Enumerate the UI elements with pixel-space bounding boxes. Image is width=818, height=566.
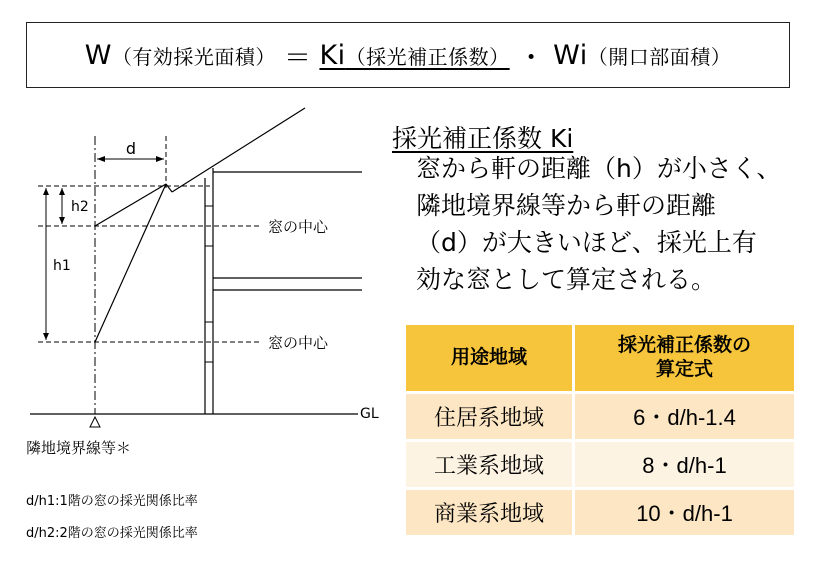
d-arrow-left	[97, 156, 105, 162]
formula-equals: ＝	[283, 42, 312, 74]
d-arrow-right	[156, 156, 164, 162]
light-line-upper	[95, 184, 166, 226]
h1-label: h1	[53, 258, 71, 274]
ki-description-line: 隣地境界線等から軒の距離	[416, 191, 717, 220]
formula-dot: ・	[517, 42, 546, 74]
header-zone: 用途地域	[406, 325, 575, 391]
formula-banner	[26, 22, 790, 88]
d-label: d	[125, 139, 137, 158]
table-row	[406, 442, 794, 487]
table-row	[406, 490, 794, 535]
ki-description-line: 窓から軒の距離（h）が小さく、	[416, 154, 782, 183]
ki-description-line: （d）が大きいほど、採光上有	[416, 228, 757, 257]
formula-ki: Ki	[319, 39, 346, 71]
formula-cell: 10・d/h-1	[575, 490, 794, 535]
table-header-row	[406, 325, 794, 391]
gl-label: GL	[360, 406, 379, 422]
coefficient-table	[406, 322, 794, 538]
boundary-label: 隣地境界線等＊	[26, 439, 132, 457]
zone-cell: 工業系地域	[406, 442, 575, 487]
ki-title: 採光補正係数 Ki	[392, 124, 574, 153]
formula-w: W	[84, 39, 112, 71]
h2-arrow-top	[59, 188, 65, 195]
zone-cell: 商業系地域	[406, 490, 575, 535]
formula-wi: Wi	[553, 39, 588, 71]
h1-arrow-top	[43, 188, 49, 195]
boundary-marker-icon	[90, 417, 100, 427]
header-formula-line-1: 採光補正係数の	[617, 335, 751, 356]
table-row	[406, 394, 794, 439]
roof-upper-line	[172, 108, 305, 192]
h2-arrow-bottom	[59, 217, 65, 224]
formula-wi-description: （開口部面積）	[587, 44, 732, 69]
note-first-floor-ratio: d/h1:1階の窓の採光関係比率	[26, 494, 198, 509]
upper-window-center-label: 窓の中心	[268, 218, 329, 236]
light-line-lower	[95, 184, 166, 342]
h1-arrow-bottom	[43, 333, 49, 340]
formula-cell: 8・d/h-1	[575, 442, 794, 487]
ki-description-line: 効な窓として算定される。	[416, 265, 717, 294]
formula-cell: 6・d/h-1.4	[575, 394, 794, 439]
header-formula	[575, 325, 794, 391]
header-formula-line-2: 算定式	[655, 359, 713, 380]
note-second-floor-ratio: d/h2:2階の窓の採光関係比率	[26, 526, 198, 541]
lower-window-center-label: 窓の中心	[268, 334, 329, 352]
zone-cell: 住居系地域	[406, 394, 575, 439]
formula-w-description: （有効採光面積）	[111, 44, 276, 69]
ki-description	[416, 150, 816, 298]
roof-kink-line	[166, 184, 172, 192]
formula-ki-description: （採光補正係数）	[345, 44, 510, 69]
h2-label: h2	[71, 199, 89, 215]
formula-ki-group	[319, 40, 509, 71]
